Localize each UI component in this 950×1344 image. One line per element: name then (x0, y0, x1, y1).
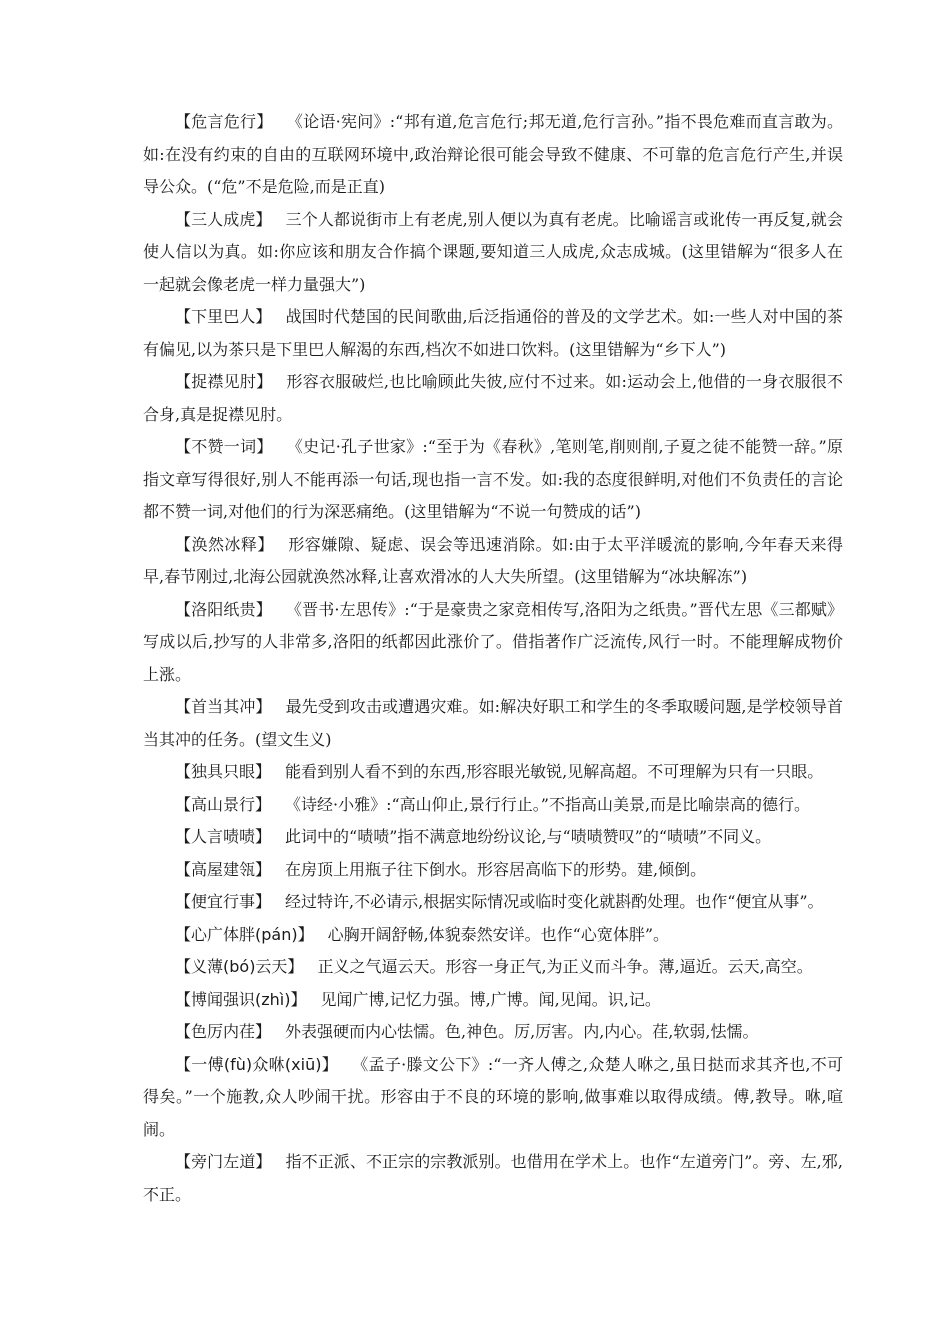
idiom-definition: 形容衣服破烂,也比喻顾此失彼,应付不过来。如:运动会上,他借的一身衣服很不合身,真是捉襟见肘。 (143, 372, 843, 424)
idiom-entry (143, 204, 843, 302)
idiom-term: 【捉襟见肘】 (175, 372, 273, 391)
idiom-term: 【不赞一词】 (175, 437, 273, 456)
idiom-definition: 心胸开阔舒畅,体貌泰然安详。也作“心宽体胖”。 (327, 924, 670, 944)
idiom-entry (143, 106, 843, 204)
idiom-term: 【心广体胖(pán)】 (175, 924, 314, 944)
idiom-entry (143, 919, 843, 952)
idiom-entry (143, 789, 843, 822)
idiom-entry (143, 951, 843, 984)
idiom-definition: 指不正派、不正宗的宗教派别。也借用在学术上。也作“左道旁门”。旁、左,邪,不正。 (143, 1152, 843, 1204)
idiom-entry (143, 366, 843, 431)
idiom-term: 【旁门左道】 (175, 1152, 272, 1171)
idiom-term: 【一傅(fù)众咻(xiū)】 (175, 1054, 338, 1074)
idiom-definition: 在房顶上用瓶子往下倒水。形容居高临下的形势。建,倾倒。 (285, 859, 707, 879)
idiom-entry (143, 1146, 843, 1211)
idiom-definition: 形容嫌隙、疑虑、误会等迅速消除。如:由于太平洋暖流的影响,今年春天来得早,春节刚过,北海公园就涣然冰释,让喜欢滑冰的人大失所望。(这里错解为“冰块解冻”) (143, 534, 843, 586)
idiom-term: 【下里巴人】 (175, 307, 272, 326)
idiom-definition: 战国时代楚国的民间歌曲,后泛指通俗的普及的文学艺术。如:一些人对中国的茶有偏见,以为茶只是下里巴人解渴的东西,档次不如进口饮料。(这里错解为“乡下人”) (143, 307, 843, 359)
idiom-term: 【首当其冲】 (175, 697, 272, 716)
idiom-term: 【高山景行】 (175, 794, 272, 814)
idiom-entry (143, 1016, 843, 1049)
idiom-definition: 此词中的“啧啧”指不满意地纷纷议论,与“啧啧赞叹”的“啧啧”不同义。 (285, 827, 772, 846)
idiom-term: 【色厉内荏】 (175, 1022, 272, 1041)
idiom-definition: 《孟子·滕文公下》:“一齐人傅之,众楚人咻之,虽日挞而求其齐也,不可得矣。”一个施教,众人吵闹干扰。形容由于不良的环境的影响,做事难以取得成绩。傅,教导。咻,喧闹。 (143, 1054, 843, 1139)
idiom-term: 【危言危行】 (175, 112, 273, 131)
idiom-entry (143, 1049, 843, 1147)
idiom-term: 【博闻强识(zhì)】 (175, 989, 307, 1009)
idiom-definition: 《论语·宪问》:“邦有道,危言危行;邦无道,危行言孙。”指不畏危难而直言敢为。如:在没有约束的自由的互联网环境中,政治辩论很可能会导致不健康、不可靠的危言危行产生,并误导公众。(“危”不是危险,而是正直) (143, 112, 843, 196)
idiom-entry (143, 529, 843, 594)
idiom-term: 【人言啧啧】 (175, 827, 272, 846)
idiom-entry (143, 886, 843, 919)
idiom-definition: 《史记·孔子世家》:“至于为《春秋》,笔则笔,削则削,子夏之徒不能赞一辞。”原指文章写得很好,别人不能再添一句话,现也指一言不发。如:我的态度很鲜明,对他们不负责任的言论都不赞一词,对他们的行为深恶痛绝。(这里错解为“不说一句赞成的话”) (143, 437, 843, 521)
idiom-term: 【三人成虎】 (175, 209, 272, 229)
idiom-entry (143, 821, 843, 854)
idiom-definition: 《晋书·左思传》:“于是豪贵之家竞相传写,洛阳为之纸贵。”晋代左思《三都赋》写成以后,抄写的人非常多,洛阳的纸都因此涨价了。借指著作广泛流传,风行一时。不能理解成物价上涨。 (143, 599, 843, 684)
idiom-list (143, 106, 843, 1211)
idiom-term: 【洛阳纸贵】 (175, 599, 272, 619)
idiom-definition: 最先受到攻击或遭遇灾难。如:解决好职工和学生的冬季取暖问题,是学校领导首当其冲的任务。(望文生义) (143, 697, 843, 749)
idiom-term: 【义薄(bó)云天】 (175, 957, 304, 976)
idiom-entry (143, 756, 843, 789)
idiom-definition: 外表强硬而内心怯懦。色,神色。厉,厉害。内,内心。荏,软弱,怯懦。 (285, 1022, 759, 1041)
idiom-definition: 经过特许,不必请示,根据实际情况或临时变化就斟酌处理。也作“便宜从事”。 (285, 892, 824, 911)
idiom-entry (143, 854, 843, 887)
idiom-term: 【涣然冰释】 (175, 534, 274, 554)
idiom-term: 【便宜行事】 (175, 892, 272, 911)
idiom-entry (143, 984, 843, 1017)
idiom-definition: 见闻广博,记忆力强。博,广博。闻,见闻。识,记。 (320, 989, 661, 1009)
idiom-entry (143, 594, 843, 692)
idiom-term: 【独具只眼】 (175, 762, 272, 781)
idiom-definition: 三个人都说街市上有老虎,别人便以为真有老虎。比喻谣言或讹传一再反复,就会使人信以为真。如:你应该和朋友合作搞个课题,要知道三人成虎,众志成城。(这里错解为“很多人在一起就会像老虎一样力量强大”) (143, 209, 843, 294)
idiom-entry (143, 691, 843, 756)
idiom-entry (143, 301, 843, 366)
idiom-entry (143, 431, 843, 529)
idiom-definition: 正义之气逼云天。形容一身正气,为正义而斗争。薄,逼近。云天,高空。 (317, 957, 813, 976)
idiom-term: 【高屋建瓴】 (175, 859, 272, 879)
idiom-definition: 《诗经·小雅》:“高山仰止,景行行止。”不指高山美景,而是比喻崇高的德行。 (285, 794, 811, 814)
idiom-definition: 能看到别人看不到的东西,形容眼光敏锐,见解高超。不可理解为只有一只眼。 (285, 762, 824, 781)
